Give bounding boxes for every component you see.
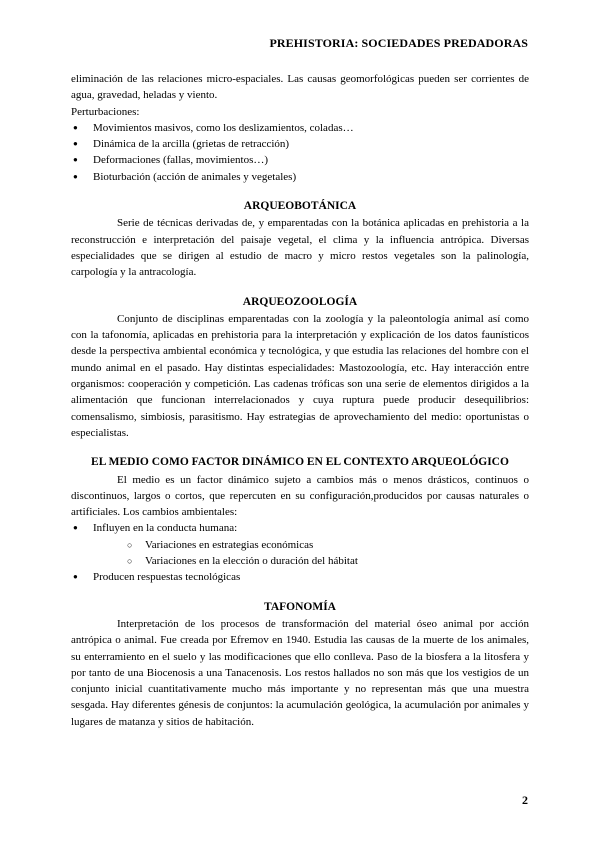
section-heading-arqueozoologia: ARQUEOZOOLOGÍA (242, 295, 358, 308)
list-item: ● Movimientos masivos, como los deslizamientos, coladas… (71, 120, 529, 136)
arqueozoologia-paragraph: Conjunto de disciplinas emparentadas con la zoología y la paleontología animal así como con la tafonomía, aplicadas en prehistoria para la interpretación y explicación de los datos faunísticos desde la perspectiva ambiental económica y tecnológica, y que estudia las relaciones del hombre con el mundo animal en el pasado. Hay distintas especialidades: Mastozoología, etc. Hay interacción entre organismos: cooperación y competición. Las cadenas tróficas son una serie de elementos dirigidos a la alimentación que funcionan interrelacionados y cuya ruptura puede producir desequilibrios: comensalismo, simbiosis, parasitismo. Hay estrategias de aprovechamiento del medio: oportunistas o especialistas. (71, 312, 529, 439)
arqueobotanica-paragraph: Serie de técnicas derivadas de, y emparentadas con la botánica aplicadas en prehistoria a la reconstrucción e interpretación del paisaje vegetal, el clima y la influencia antrópica. Diversas especialidades que se dirigen al estudio de macro y micro restos vegetales son la palinología, carpología y la antracología. (71, 217, 529, 279)
page-number: 2 (522, 793, 528, 807)
perturbaciones-label: Perturbaciones: (71, 105, 140, 118)
list-item: ● Producen respuestas tecnológicas (71, 569, 529, 585)
list-item: ● Dinámica de la arcilla (grietas de retracción) (71, 136, 529, 152)
page-body (71, 71, 529, 730)
sublist-item: ○ Variaciones en estrategias económicas (71, 537, 529, 553)
tafonomia-paragraph: Interpretación de los procesos de transformación del material óseo animal por acción antrópica o animal. Fue creada por Efremov en 1940. Estudia las causas de la muerte de los animales, su enterramiento en el suelo y las modificaciones que ello conlleva. Paso de la biosfera a la litosfera y por tanto de una Biocenosis a una Tanacenosis. Los restos hallados no son más que los vestigios de un conjunto inicial cuantitativamente mucho más importante y no representan más que una muestra sesgada. Hay diferentes génesis de conjuntos: la acumulación geológica, la acumulación por animales y lugares de matanza y sitios de habitación. (71, 617, 529, 728)
section-heading-tafonomia: TAFONOMÍA (264, 600, 336, 613)
medio-paragraph: El medio es un factor dinámico sujeto a cambios más o menos drásticos, continuos o discontinuos, largos o cortos, que repercuten en su configuración,producidos por causas naturales o artificiales. Los cambios ambientales: (71, 473, 529, 519)
cambios-list (71, 520, 529, 585)
sublist-item: ○ Variaciones en la elección o duración del hábitat (71, 553, 529, 569)
list-item-text: Influyen en la conducta humana: (93, 522, 238, 535)
perturbaciones-list (71, 120, 529, 185)
intro-continuation: eliminación de las relaciones micro-espaciales. Las causas geomorfológicas pueden ser corrientes de agua, gravedad, heladas y viento. (71, 73, 529, 102)
list-item: ● Bioturbación (acción de animales y vegetales) (71, 169, 529, 185)
conducta-sublist (71, 537, 529, 570)
list-item (71, 520, 529, 569)
list-item: ● Deformaciones (fallas, movimientos…) (71, 152, 529, 168)
section-heading-arqueobotanica: ARQUEOBOTÁNICA (243, 200, 357, 213)
section-heading-medio: EL MEDIO COMO FACTOR DINÁMICO EN EL CONTEXTO ARQUEOLÓGICO (91, 456, 509, 469)
running-header: PREHISTORIA: SOCIEDADES PREDADORAS (269, 36, 528, 50)
